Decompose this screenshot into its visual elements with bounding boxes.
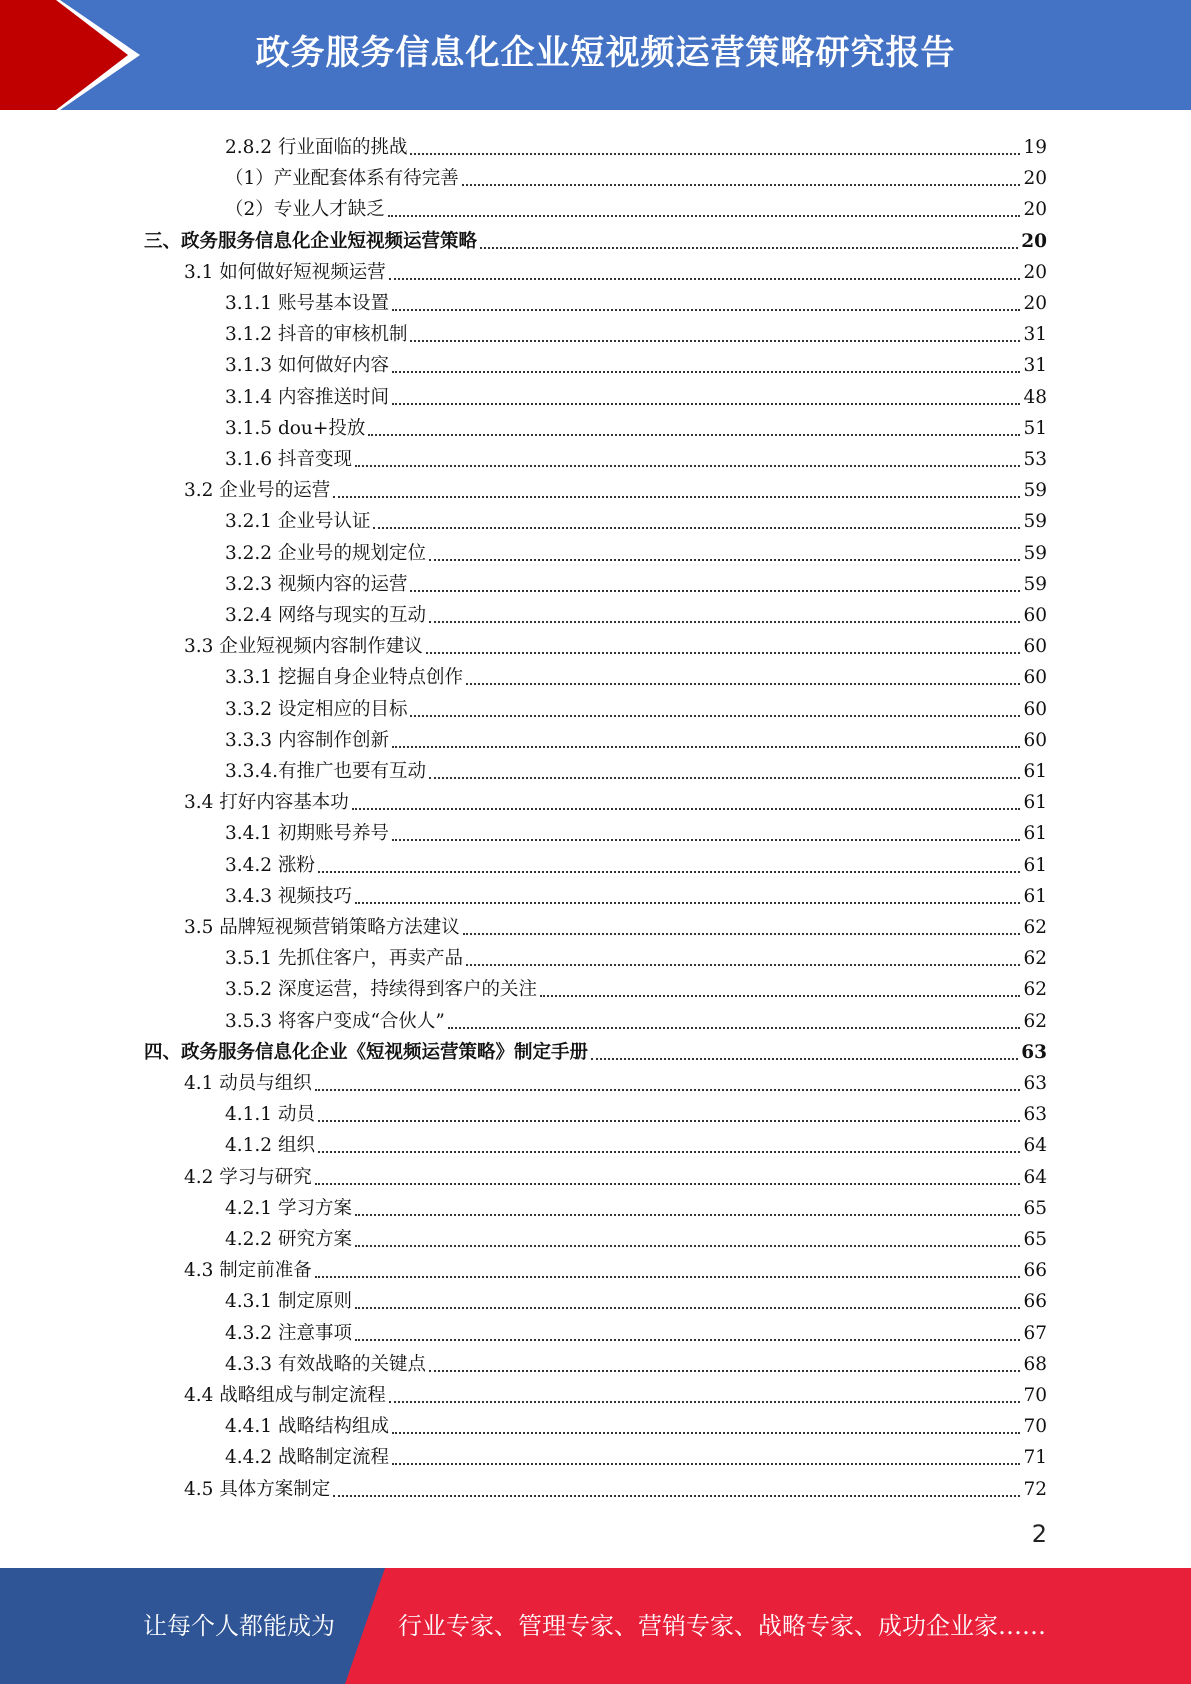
- toc-entry[interactable]: [225, 502, 1047, 533]
- dot-leader: [355, 901, 1021, 904]
- dot-leader: [426, 651, 1021, 654]
- toc-entry-page: 60: [1023, 698, 1047, 720]
- toc-entry[interactable]: [225, 596, 1047, 627]
- toc-entry[interactable]: [225, 1345, 1047, 1376]
- toc-entry-label: 3.5.2 深度运营，持续得到客户的关注: [225, 979, 537, 1001]
- dot-leader: [591, 1057, 1018, 1060]
- toc-entry[interactable]: [184, 1251, 1047, 1282]
- toc-entry[interactable]: [225, 1095, 1047, 1126]
- toc-entry-label: 3.3.4.有推广也要有互动: [225, 761, 426, 782]
- toc-entry-page: 59: [1023, 542, 1047, 564]
- dot-leader: [392, 1462, 1020, 1465]
- dot-leader: [429, 1369, 1020, 1372]
- toc-entry-page: 19: [1023, 137, 1047, 158]
- toc-entry-page: 70: [1023, 1416, 1047, 1438]
- dot-leader: [392, 745, 1020, 748]
- dot-leader: [480, 246, 1018, 249]
- dot-leader: [355, 1213, 1021, 1216]
- toc-entry[interactable]: [225, 534, 1047, 565]
- toc-entry-label: 4.2 学习与研究: [184, 1166, 312, 1188]
- toc-entry-page: 63: [1023, 1073, 1047, 1094]
- toc-entry-page: 62: [1023, 979, 1047, 1001]
- toc-entry[interactable]: [225, 440, 1047, 471]
- toc-entry[interactable]: [225, 1282, 1047, 1313]
- toc-entry-page: 60: [1023, 636, 1047, 658]
- toc-entry-page: 53: [1023, 449, 1047, 470]
- toc-entry[interactable]: [225, 970, 1047, 1001]
- toc-entry-page: 20: [1023, 293, 1047, 314]
- toc-entry-label: 3.3.2 设定相应的目标: [225, 698, 408, 720]
- toc-entry-page: 20: [1021, 230, 1047, 252]
- toc-entry[interactable]: [225, 409, 1047, 440]
- dot-leader: [318, 1150, 1021, 1153]
- toc-entry[interactable]: [225, 1407, 1047, 1438]
- toc-entry-label: 3.2 企业号的运营: [184, 480, 331, 502]
- toc-entry[interactable]: [225, 721, 1047, 752]
- dot-leader: [352, 807, 1021, 810]
- toc-entry[interactable]: [225, 1438, 1047, 1469]
- dot-leader: [355, 1338, 1021, 1341]
- toc-entry[interactable]: [225, 565, 1047, 596]
- toc-entry-label: 3.1.6 抖音变现: [225, 449, 352, 470]
- toc-entry[interactable]: [225, 159, 1047, 190]
- toc-entry-label: 3.5.1 先抓住客户，再卖产品: [225, 948, 463, 970]
- dot-leader: [429, 558, 1020, 561]
- toc-entry-page: 66: [1023, 1260, 1047, 1282]
- toc-entry-page: 20: [1023, 168, 1047, 190]
- toc-entry-label: 3.1.1 账号基本设置: [225, 293, 389, 314]
- toc-entry-page: 61: [1023, 792, 1047, 814]
- dot-leader: [429, 776, 1020, 779]
- footer-slogan-right: 行业专家、管理专家、营销专家、战略专家、成功企业家……: [398, 1612, 1046, 1640]
- toc-entry-page: 60: [1023, 605, 1047, 626]
- toc-entry-page: 66: [1023, 1291, 1047, 1313]
- toc-entry-label: 4.1 动员与组织: [184, 1073, 312, 1094]
- toc-entry-label: 3.1.5 dou+投放: [225, 417, 366, 439]
- toc-entry-label: 3.4.1 初期账号养号: [225, 823, 389, 845]
- toc-entry-page: 70: [1023, 1385, 1047, 1406]
- toc-entry-label: 3.3.1 挖掘自身企业特点创作: [225, 667, 463, 689]
- toc-entry[interactable]: [184, 1064, 1047, 1095]
- toc-entry-page: 61: [1023, 854, 1047, 876]
- toc-entry-page: 61: [1023, 761, 1047, 782]
- dot-leader: [462, 183, 1021, 186]
- toc-entry-page: 64: [1023, 1135, 1047, 1157]
- toc-entry[interactable]: [225, 1002, 1047, 1033]
- toc-entry[interactable]: [184, 253, 1047, 284]
- toc-entry-label: 3.4 打好内容基本功: [184, 792, 349, 814]
- dot-leader: [463, 932, 1021, 935]
- toc-entry-label: 2.8.2 行业面临的挑战: [225, 137, 408, 158]
- toc-entry-label: 3.1 如何做好短视频运营: [184, 261, 386, 283]
- toc-entry-page: 61: [1023, 885, 1047, 907]
- toc-entry[interactable]: [225, 939, 1047, 970]
- dot-leader: [410, 589, 1020, 592]
- toc-entry-label: 三、政务服务信息化企业短视频运营策略: [144, 230, 478, 252]
- toc-entry-label: 3.2.1 企业号认证: [225, 511, 371, 533]
- toc-entry-page: 20: [1023, 199, 1047, 221]
- dot-leader: [429, 620, 1020, 623]
- dot-leader: [466, 963, 1020, 966]
- toc-entry-page: 60: [1023, 729, 1047, 751]
- toc-entry-label: 4.3.1 制定原则: [225, 1291, 352, 1313]
- toc-entry-label: 4.3.2 注意事项: [225, 1322, 352, 1344]
- dot-leader: [466, 682, 1020, 685]
- toc-entry-page: 65: [1023, 1229, 1047, 1250]
- toc-entry-page: 60: [1023, 667, 1047, 689]
- toc-entry-label: 3.5 品牌短视频营销策略方法建议: [184, 917, 460, 938]
- page-header: [0, 0, 1191, 110]
- toc-entry-label: 4.4 战略组成与制定流程: [184, 1385, 386, 1406]
- toc-entry[interactable]: [225, 1314, 1047, 1345]
- toc-entry-label: 3.1.2 抖音的审核机制: [225, 324, 408, 346]
- toc-entry-page: 64: [1023, 1166, 1047, 1188]
- toc-entry[interactable]: [225, 128, 1047, 159]
- toc-entry[interactable]: [184, 1376, 1047, 1407]
- toc-entry[interactable]: [225, 346, 1047, 377]
- dot-leader: [315, 1182, 1021, 1185]
- toc-entry[interactable]: [225, 284, 1047, 315]
- dot-leader: [315, 1275, 1021, 1278]
- toc-entry-label: 3.2.4 网络与现实的互动: [225, 605, 426, 626]
- toc-entry-page: 65: [1023, 1197, 1047, 1219]
- dot-leader: [392, 370, 1020, 373]
- dot-leader: [392, 308, 1020, 311]
- toc-entry-label: 3.4.2 涨粉: [225, 854, 315, 876]
- toc-entry-label: 3.1.4 内容推送时间: [225, 386, 389, 408]
- toc-entry-label: 3.3.3 内容制作创新: [225, 729, 389, 751]
- dot-leader: [318, 870, 1021, 873]
- toc-entry[interactable]: [225, 752, 1047, 783]
- dot-leader: [318, 1119, 1021, 1122]
- dot-leader: [392, 838, 1020, 841]
- toc-entry-label: （1）产业配套体系有待完善: [225, 168, 459, 190]
- toc-entry-label: 4.2.1 学习方案: [225, 1197, 352, 1219]
- toc-entry-label: 4.1.2 组织: [225, 1135, 315, 1157]
- toc-entry-page: 31: [1023, 324, 1047, 346]
- dot-leader: [333, 1494, 1020, 1497]
- toc-entry-page: 71: [1023, 1447, 1047, 1469]
- toc-entry-page: 67: [1023, 1322, 1047, 1344]
- dot-leader: [333, 495, 1020, 498]
- toc-chapter-entry[interactable]: [144, 1033, 1047, 1064]
- toc-entry-page: 59: [1023, 511, 1047, 533]
- toc-entry[interactable]: [225, 877, 1047, 908]
- footer-slogan-left: 让每个人都能成为: [143, 1612, 335, 1640]
- dot-leader: [389, 1400, 1021, 1403]
- toc-entry[interactable]: [225, 814, 1047, 845]
- report-title: 政务服务信息化企业短视频运营策略研究报告: [255, 33, 956, 73]
- toc-entry-label: （2）专业人才缺乏: [225, 199, 385, 221]
- toc-entry-label: 4.5 具体方案制定: [184, 1478, 331, 1500]
- toc-entry-label: 4.1.1 动员: [225, 1104, 315, 1126]
- toc-entry[interactable]: [225, 378, 1047, 409]
- toc-entry-page: 62: [1023, 948, 1047, 970]
- dot-leader: [373, 526, 1020, 529]
- dot-leader: [448, 1026, 1021, 1029]
- toc-entry[interactable]: [225, 190, 1047, 221]
- dot-leader: [410, 152, 1020, 155]
- toc-entry[interactable]: [184, 908, 1047, 939]
- toc-entry-page: 61: [1023, 823, 1047, 845]
- toc-entry[interactable]: [184, 1158, 1047, 1189]
- toc-entry[interactable]: [184, 627, 1047, 658]
- dot-leader: [355, 464, 1021, 467]
- toc-entry-label: 四、政务服务信息化企业《短视频运营策略》制定手册: [144, 1041, 589, 1063]
- dot-leader: [388, 214, 1021, 217]
- toc-entry-page: 20: [1023, 261, 1047, 283]
- dot-leader: [410, 339, 1020, 342]
- toc-entry[interactable]: [225, 846, 1047, 877]
- toc-entry-label: 3.4.3 视频技巧: [225, 885, 352, 907]
- toc-entry-label: 3.3 企业短视频内容制作建议: [184, 636, 423, 658]
- toc-entry-page: 63: [1023, 1104, 1047, 1126]
- toc-entry-page: 62: [1023, 1010, 1047, 1032]
- toc-entry[interactable]: [225, 1189, 1047, 1220]
- toc-entry-page: 48: [1023, 386, 1047, 408]
- dot-leader: [392, 1431, 1020, 1434]
- toc-entry[interactable]: [225, 315, 1047, 346]
- toc-entry-label: 4.2.2 研究方案: [225, 1229, 352, 1250]
- dot-leader: [540, 994, 1020, 997]
- toc-entry[interactable]: [225, 1126, 1047, 1157]
- toc-entry[interactable]: [184, 783, 1047, 814]
- toc-entry-label: 3.2.3 视频内容的运营: [225, 573, 408, 595]
- toc-entry-page: 63: [1021, 1041, 1047, 1063]
- toc-entry[interactable]: [225, 658, 1047, 689]
- dot-leader: [355, 1244, 1021, 1247]
- toc-entry-page: 59: [1023, 480, 1047, 502]
- toc-entry-page: 68: [1023, 1353, 1047, 1375]
- toc-chapter-entry[interactable]: [144, 222, 1047, 253]
- toc-entry[interactable]: [225, 1220, 1047, 1251]
- toc-entry-label: 4.3.3 有效战略的关键点: [225, 1353, 426, 1375]
- toc-entry[interactable]: [184, 471, 1047, 502]
- toc-entry-page: 62: [1023, 917, 1047, 938]
- page-number: 2: [1031, 1520, 1047, 1548]
- dot-leader: [368, 433, 1020, 436]
- toc-entry-label: 3.1.3 如何做好内容: [225, 355, 389, 377]
- toc-entry-page: 51: [1023, 417, 1047, 439]
- toc-entry-page: 72: [1023, 1478, 1047, 1500]
- toc-entry-label: 3.5.3 将客户变成“合伙人”: [225, 1010, 445, 1032]
- page-footer: [0, 1568, 1191, 1684]
- dot-leader: [315, 1088, 1021, 1091]
- toc-entry[interactable]: [225, 690, 1047, 721]
- dot-leader: [410, 714, 1020, 717]
- toc-entry-page: 31: [1023, 355, 1047, 377]
- toc-entry-page: 59: [1023, 573, 1047, 595]
- toc-entry-label: 4.3 制定前准备: [184, 1260, 312, 1282]
- dot-leader: [355, 1306, 1021, 1309]
- dot-leader: [389, 277, 1021, 280]
- dot-leader: [392, 402, 1020, 405]
- toc-entry-label: 3.2.2 企业号的规划定位: [225, 542, 426, 564]
- toc-entry-label: 4.4.2 战略制定流程: [225, 1447, 389, 1469]
- toc-entry[interactable]: [184, 1470, 1047, 1501]
- toc-entry-label: 4.4.1 战略结构组成: [225, 1416, 389, 1438]
